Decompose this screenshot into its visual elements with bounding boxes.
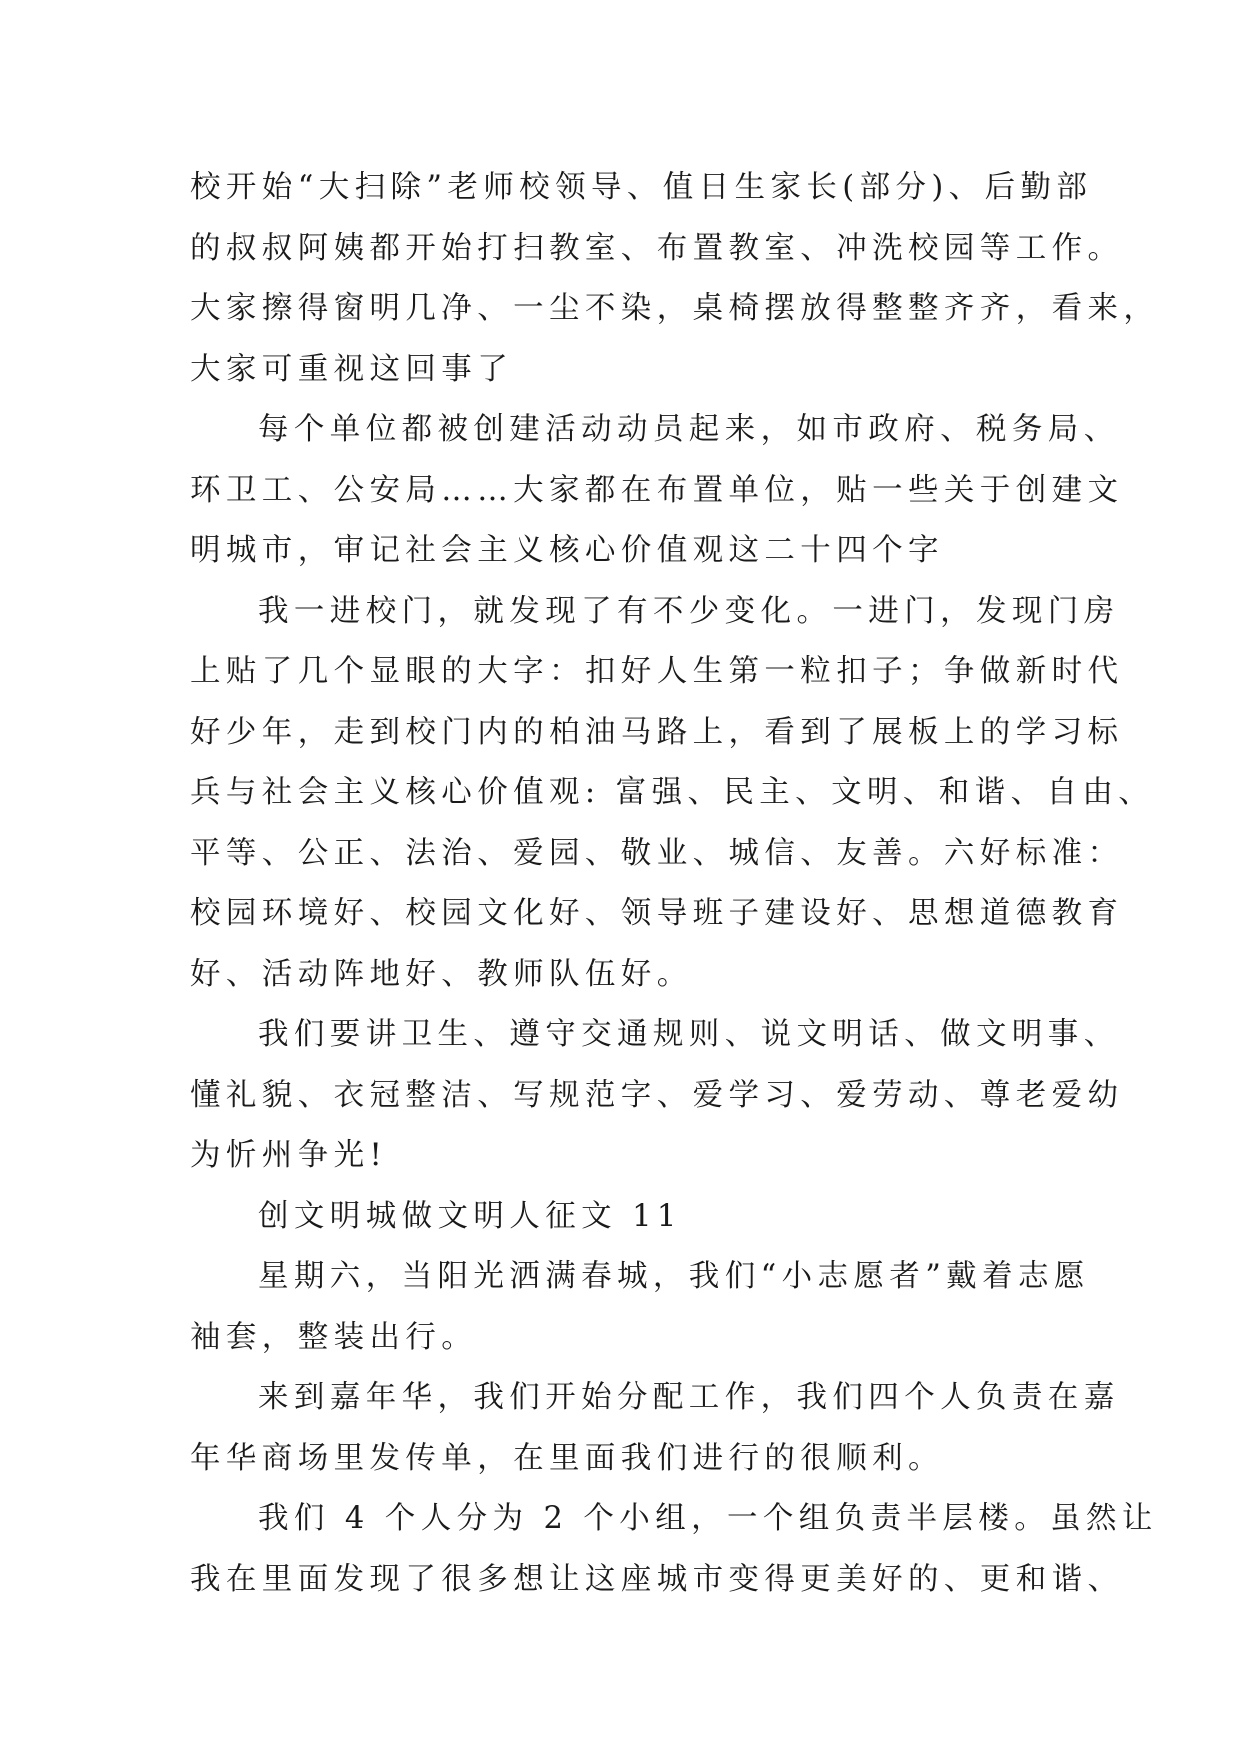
text-line: 环卫工、公安局……大家都在布置单位，贴一些关于创建文 bbox=[190, 472, 1124, 508]
text-line: 每个单位都被创建活动动员起来，如市政府、税务局、 bbox=[258, 412, 1120, 447]
text-line: 的叔叔阿姨都开始打扫教室、布置教室、冲洗校园等工作。 bbox=[190, 230, 1124, 266]
text-line: 年华商场里发传单，在里面我们进行的很顺利。 bbox=[190, 1440, 944, 1476]
text-line: 平等、公正、法治、爱园、敬业、城信、友善。六好标准： bbox=[190, 835, 1124, 871]
section-heading: 创文明城做文明人征文 11 bbox=[258, 1198, 682, 1234]
document-body bbox=[190, 158, 1160, 1610]
text-line: 校园环境好、校园文化好、领导班子建设好、思想道德教育 bbox=[190, 896, 1124, 931]
text-line: 上贴了几个显眼的大字：扣好人生第一粒扣子；争做新时代 bbox=[190, 654, 1124, 689]
text-line: 我一进校门，就发现了有不少变化。一进门，发现门房 bbox=[258, 593, 1120, 629]
text-line: 我们 4 个人分为 2 个小组，一个组负责半层楼。虽然让 bbox=[258, 1501, 1158, 1536]
text-line: 好、活动阵地好、教师队伍好。 bbox=[190, 956, 693, 992]
text-line: 明城市，审记社会主义核心价值观这二十四个字 bbox=[190, 533, 944, 568]
text-line: 大家擦得窗明几净、一尘不染，桌椅摆放得整整齐齐，看来， bbox=[190, 291, 1160, 326]
text-line: 袖套，整装出行。 bbox=[190, 1319, 478, 1355]
text-line: 为忻州争光! bbox=[190, 1138, 388, 1173]
text-line: 我在里面发现了很多想让这座城市变得更美好的、更和谐、 bbox=[190, 1561, 1124, 1597]
text-line: 我们要讲卫生、遵守交通规则、说文明话、做文明事、 bbox=[258, 1017, 1120, 1052]
text-line: 大家可重视这回事了 bbox=[190, 351, 514, 387]
text-line: 星期六，当阳光洒满春城，我们“小志愿者”戴着志愿 bbox=[258, 1259, 1090, 1294]
text-line: 来到嘉年华，我们开始分配工作，我们四个人负责在嘉 bbox=[258, 1380, 1120, 1415]
text-line: 好少年，走到校门内的柏油马路上，看到了展板上的学习标 bbox=[190, 714, 1124, 750]
text-line: 校开始“大扫除”老师校领导、值日生家长(部分)、后勤部 bbox=[190, 170, 1093, 205]
text-line: 懂礼貌、衣冠整洁、写规范字、爱学习、爱劳动、尊老爱幼 bbox=[190, 1077, 1124, 1113]
text-line: 兵与社会主义核心价值观: 富强、民主、文明、和谐、自由、 bbox=[190, 775, 1155, 810]
